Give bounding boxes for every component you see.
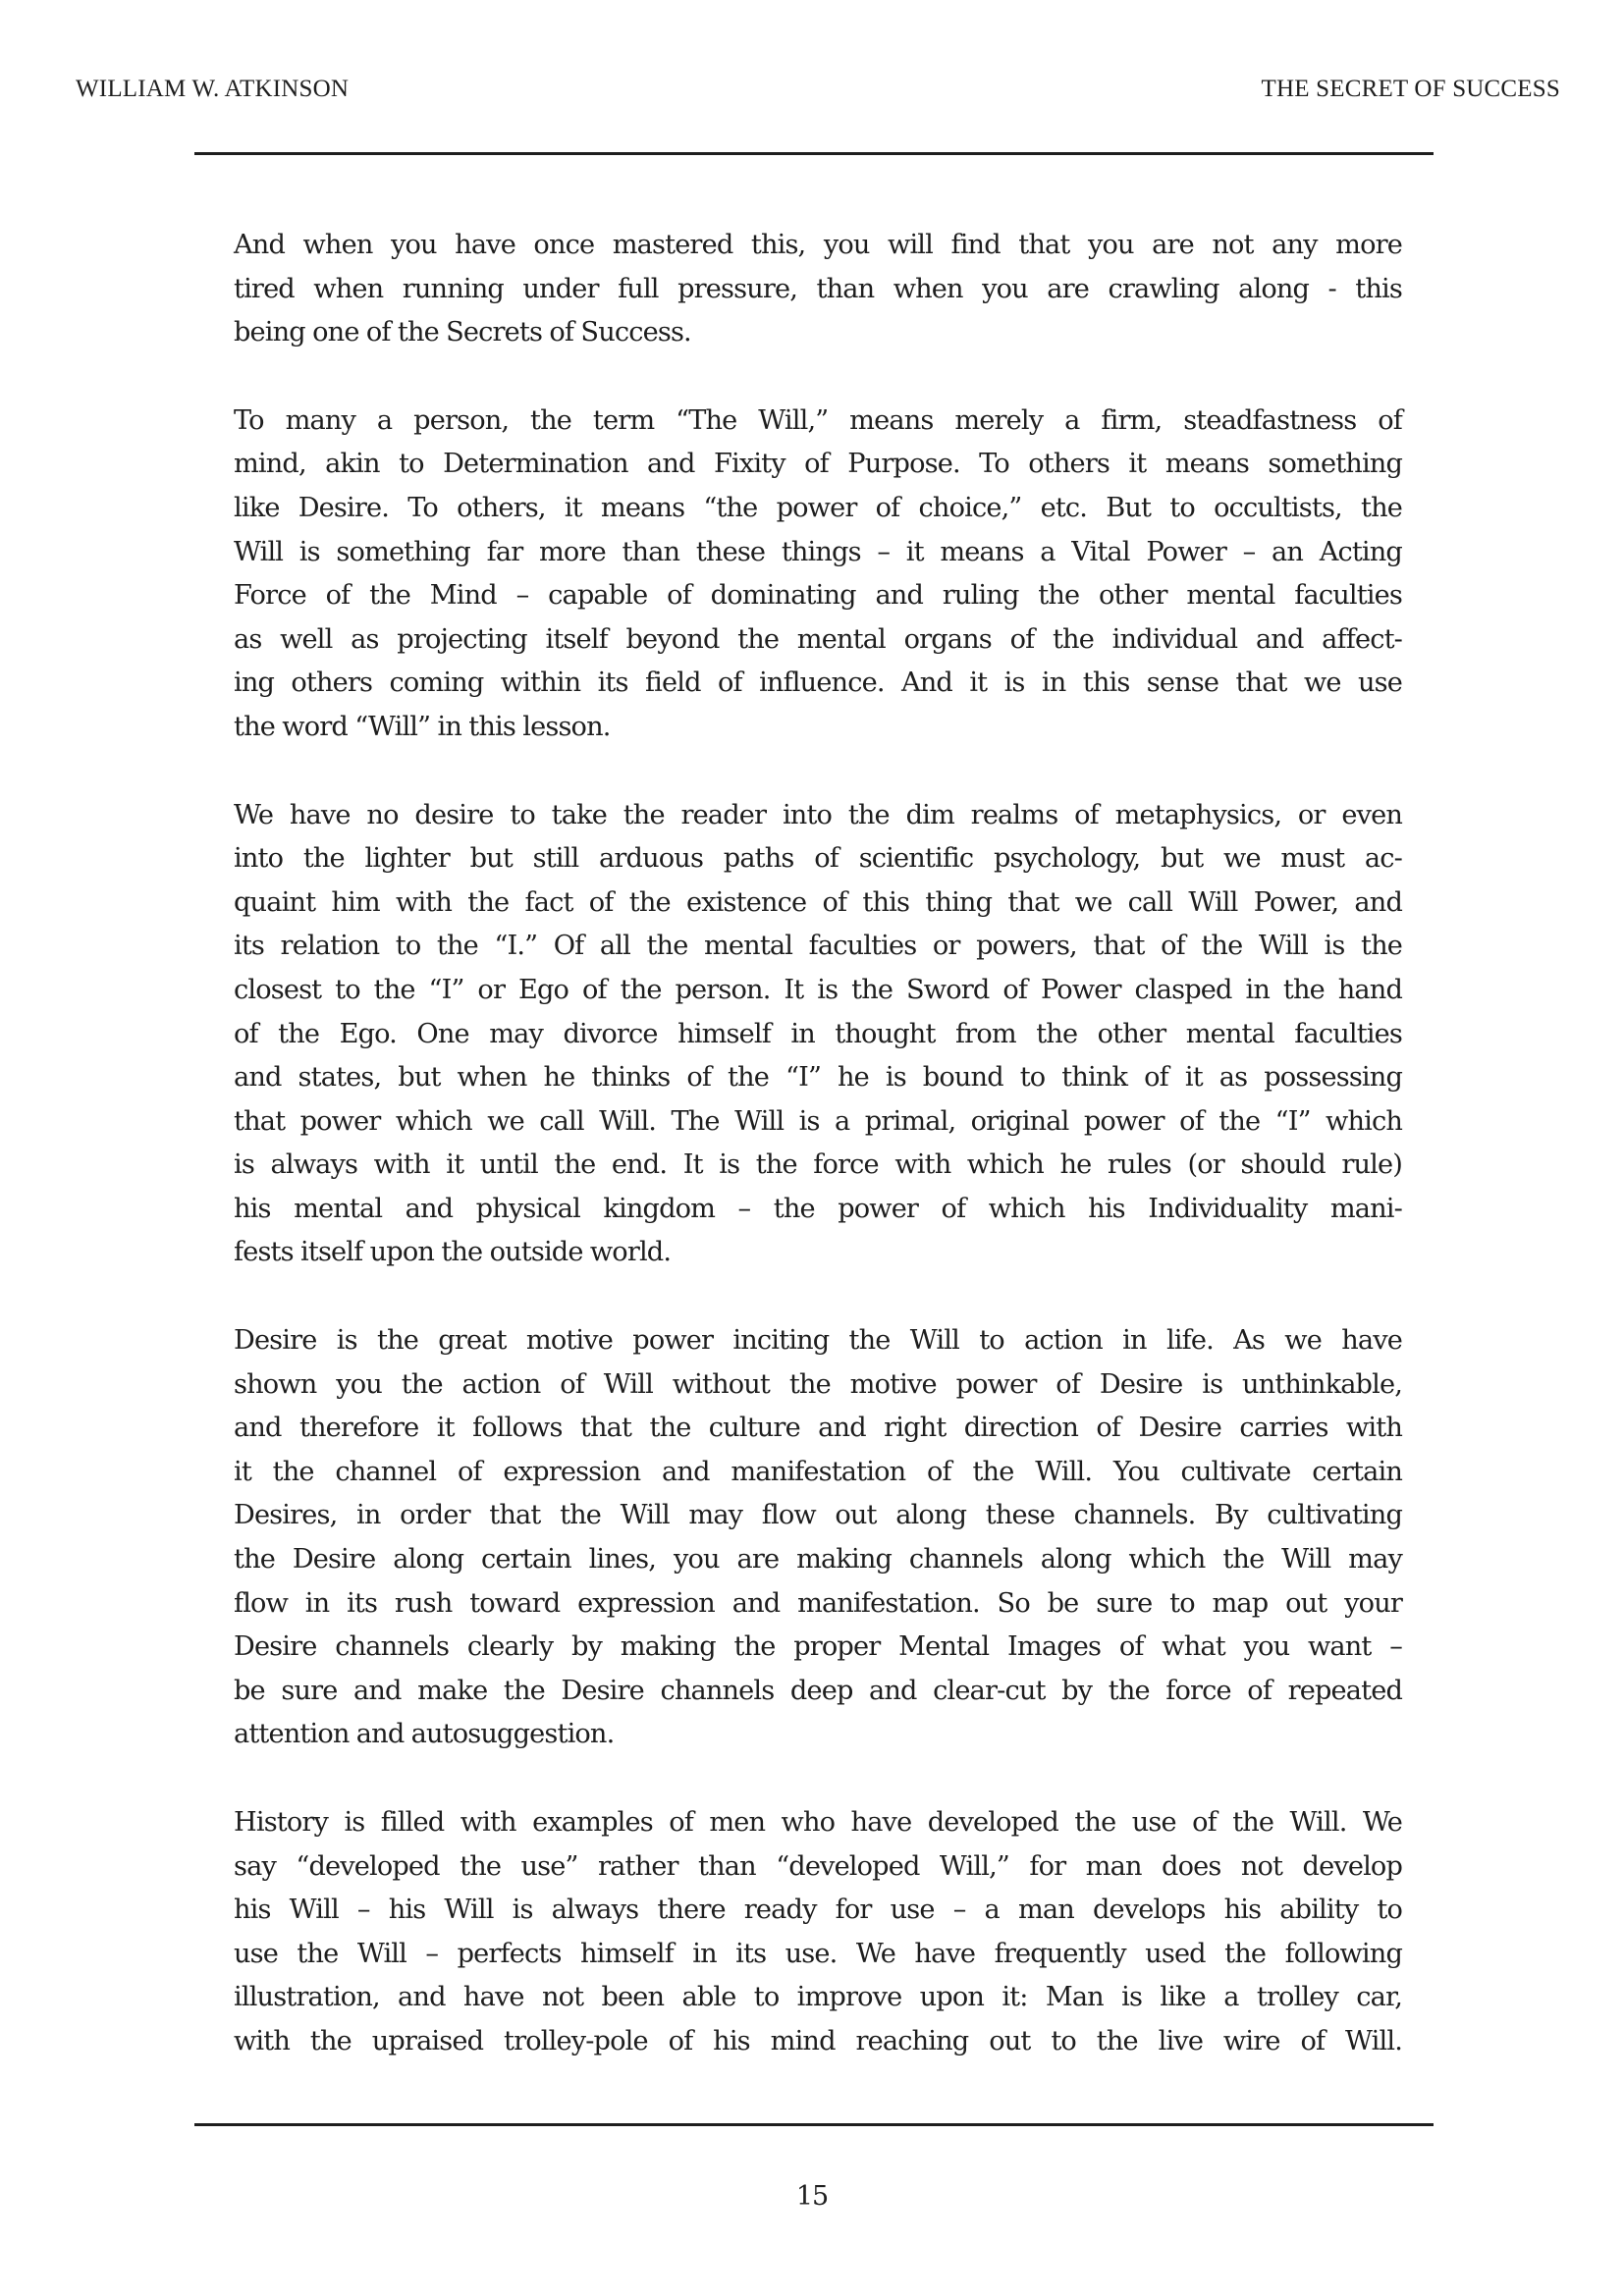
paragraph-4 — [234, 1319, 1402, 1757]
text-line: like Desire. To others, it means “the power of choice,” etc. But to occultists, the — [234, 492, 1402, 523]
text-line: his Will – his Will is always there ready for use – a man develops his ability to — [234, 1895, 1402, 1926]
text-line: mind, akin to Determination and Fixity of Purpose. To others it means something — [234, 449, 1402, 480]
text-line: shown you the action of Will without the motive power of Desire is unthinkable, — [234, 1368, 1402, 1400]
text-line: and therefore it follows that the culture and right direction of Desire carries with — [234, 1413, 1402, 1444]
text-line: and states, but when he thinks of the “I” he is bound to think of it as possessing — [234, 1062, 1402, 1094]
text-line: We have no desire to take the reader into the dim realms of metaphysics, or even — [234, 799, 1402, 830]
text-line: tired when running under full pressure, than when you are crawling along - this — [234, 273, 1402, 304]
running-head-book-title: THE SECRET OF SUCCESS — [1261, 76, 1560, 102]
text-line: fests itself upon the outside world. — [234, 1237, 672, 1268]
text-line: ing others coming within its field of influence. And it is in this sense that we use — [234, 667, 1402, 699]
text-line: that power which we call Will. The Will is a primal, original power of the “I” which — [234, 1105, 1402, 1137]
page-number: 15 — [795, 2181, 829, 2212]
paragraph-2 — [234, 400, 1402, 750]
header-rule-divider — [194, 152, 1434, 155]
text-line: quaint him with the fact of the existence of this thing that we call Will Power, and — [234, 886, 1402, 918]
text-line: the Desire along certain lines, you are making channels along which the Will may — [234, 1544, 1402, 1575]
text-line: Desire channels clearly by making the proper Mental Images of what you want – — [234, 1631, 1402, 1663]
text-line: with the upraised trolley-pole of his mind reaching out to the live wire of Will. — [234, 2025, 1402, 2056]
text-line: is always with it until the end. It is the force with which he rules (or should rule) — [234, 1149, 1402, 1181]
text-line: Will is something far more than these things – it means a Vital Power – an Acting — [234, 536, 1402, 567]
text-line: of the Ego. One may divorce himself in thought from the other mental faculties — [234, 1018, 1402, 1049]
text-line: into the lighter but still arduous paths of scientific psychology, but we must ac- — [234, 843, 1402, 875]
text-line: flow in its rush toward expression and manifestation. So be sure to map out your — [234, 1587, 1402, 1619]
text-line: Desire is the great motive power inciting the Will to action in life. As we have — [234, 1325, 1402, 1357]
text-line: being one of the Secrets of Success. — [234, 317, 691, 348]
paragraph-5 — [234, 1801, 1402, 2064]
text-line: use the Will – perfects himself in its use. We have frequently used the following — [234, 1938, 1402, 1969]
footer-rule-divider — [194, 2123, 1434, 2126]
text-line: Force of the Mind – capable of dominating and ruling the other mental faculties — [234, 580, 1402, 612]
text-line: its relation to the “I.” Of all the mental faculties or powers, that of the Will is the — [234, 931, 1402, 962]
paragraph-3 — [234, 794, 1402, 1276]
text-line: closest to the “I” or Ego of the person. It is the Sword of Power clasped in the hand — [234, 974, 1402, 1005]
text-line: And when you have once mastered this, you will find that you are not any more — [234, 230, 1402, 260]
text-line: his mental and physical kingdom – the power of which his Individuality mani- — [234, 1193, 1402, 1224]
text-line: be sure and make the Desire channels deep and clear-cut by the force of repeated — [234, 1675, 1402, 1706]
text-line: it the channel of expression and manifestation of the Will. You cultivate certain — [234, 1456, 1402, 1487]
text-line: illustration, and have not been able to improve upon it: Man is like a trolley car, — [234, 1982, 1402, 2013]
text-line: attention and autosuggestion. — [234, 1719, 615, 1750]
text-line: the word “Will” in this lesson. — [234, 711, 611, 742]
text-line: say “developed the use” rather than “developed Will,” for man does not develop — [234, 1850, 1402, 1882]
paragraph-1 — [234, 224, 1402, 355]
text-line: as well as projecting itself beyond the mental organs of the individual and affect- — [234, 623, 1402, 655]
page-body — [234, 224, 1402, 2109]
text-line: To many a person, the term “The Will,” means merely a firm, steadfastness of — [234, 404, 1402, 436]
running-head-author: WILLIAM W. ATKINSON — [76, 76, 350, 102]
text-line: Desires, in order that the Will may flow out along these channels. By cultivating — [234, 1500, 1402, 1531]
text-line: History is filled with examples of men who have developed the use of the Will. We — [234, 1807, 1402, 1838]
